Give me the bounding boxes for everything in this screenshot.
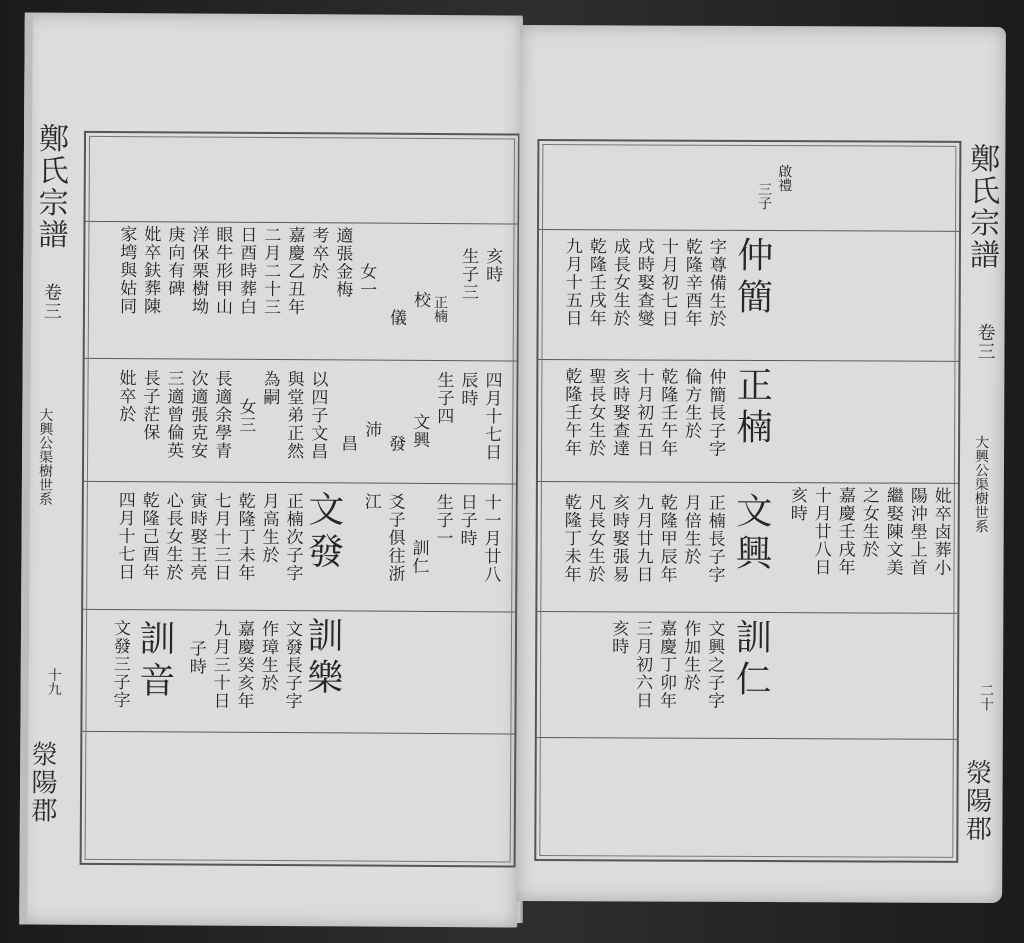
l-b1-col4: 校 <box>409 290 431 309</box>
l-b1-col16: 家塆與姑同 <box>115 225 137 316</box>
right-page <box>516 25 1006 903</box>
l-b1-col11: 日酉時葬白 <box>235 225 257 316</box>
r-b3-col1: 仲簡長子字 <box>705 367 726 458</box>
l-b3-name: 文發 <box>302 490 344 575</box>
left-margin-page-no: 十九 <box>45 667 62 696</box>
r-b2-col7: 九月十五日 <box>561 237 582 328</box>
l-b2-col15: 長子茫保 <box>139 369 160 442</box>
l-b4-col5: 子時 <box>185 639 206 676</box>
l-b4-col2: 作璋生於 <box>257 619 279 693</box>
l-b3-col14: 四月十七日 <box>114 491 135 582</box>
left-margin-hall: 滎陽郡 <box>26 740 58 825</box>
r-b4-top3: 繼娶陳文美 <box>882 486 903 577</box>
r-b5-col2: 作加生於 <box>680 619 701 692</box>
left-row-divider-4 <box>83 609 515 613</box>
right-row-divider-2 <box>538 359 958 362</box>
r-b2-col3: 十月初七日 <box>657 237 678 328</box>
left-page-frame <box>80 131 520 868</box>
l-b2-col3: 生子四 <box>433 370 454 426</box>
r-b4-name: 文興 <box>730 491 772 577</box>
l-b3-col5: 爻子俱往浙 <box>384 492 405 583</box>
r-b3-col6: 聖長女生於 <box>585 367 606 458</box>
r-b1-col1: 啟禮 <box>776 164 793 193</box>
l-b3-col2: 日子時 <box>456 493 477 548</box>
l-b3-col3: 生子一 <box>432 492 453 548</box>
l-b3-col4: 訓仁 <box>408 538 429 575</box>
right-margin-page-no: 二十 <box>977 682 995 712</box>
r-b4-col6: 凡長女生於 <box>584 493 605 584</box>
right-row-divider-5 <box>537 737 957 740</box>
r-b4-top5: 嘉慶壬戌年 <box>834 486 855 577</box>
right-row-divider-3 <box>538 481 958 484</box>
l-b3-col11: 寅時娶王亮 <box>186 491 207 582</box>
r-b3-col2: 倫方生於 <box>681 367 702 440</box>
r-b2-name: 仲簡 <box>731 235 773 321</box>
r-b2-col2: 乾隆辛酉年 <box>681 237 702 328</box>
l-b2-col5: 發 <box>385 434 406 453</box>
l-b1-col3: 正楠 <box>431 294 449 324</box>
l-b2-col14: 三適曾倫英 <box>163 369 184 460</box>
l-b4-name1: 訓樂 <box>301 616 344 701</box>
left-row-divider-5 <box>82 731 514 735</box>
right-page-frame <box>534 139 961 863</box>
right-row-divider-1 <box>539 229 959 232</box>
l-b1-col14: 庚向有碑 <box>164 225 185 298</box>
r-b4-top2: 陽沖壆上首 <box>906 486 927 577</box>
l-b1-col9: 嘉慶乙丑年 <box>283 226 305 317</box>
l-b1-col1: 亥時 <box>482 247 503 284</box>
l-b3-col13: 乾隆己酉年 <box>138 491 159 582</box>
r-b3-col3: 乾隆壬午年 <box>657 367 678 458</box>
r-b4-top6: 十月廿八日 <box>810 486 831 577</box>
l-b2-col7: 昌 <box>337 434 358 453</box>
r-b2-col1: 字尊備生於 <box>705 237 726 328</box>
r-b5-col1: 文興之子字 <box>703 619 725 710</box>
l-b4-col4: 九月三十日 <box>209 619 231 710</box>
r-b3-name: 正楠 <box>731 365 773 451</box>
r-b3-col7: 乾隆壬午年 <box>561 367 582 458</box>
l-b3-col1: 十一月廿八 <box>480 493 501 584</box>
left-margin-title: 鄭氏宗譜 <box>32 122 69 251</box>
l-b1-col5: 儀 <box>385 308 406 327</box>
r-b2-col6: 乾隆壬戌年 <box>585 237 606 328</box>
l-b1-col13: 洋保栗樹坳 <box>187 225 209 316</box>
r-b3-col5: 亥時娶查達 <box>609 367 630 458</box>
l-b1-col12: 眼牛形甲山 <box>211 225 233 316</box>
l-b4-name2: 訓音 <box>133 619 176 704</box>
l-b1-col6: 女一 <box>356 262 377 299</box>
r-b3-col4: 十月初五日 <box>633 367 654 458</box>
r-b4-col5: 亥時娶張易 <box>608 493 629 584</box>
l-b1-col8: 考卒於 <box>308 226 329 281</box>
r-b4-col3: 乾隆甲辰年 <box>656 493 677 584</box>
l-b4-col1: 文發長子字 <box>281 620 303 711</box>
l-b1-col2: 生子三 <box>458 247 479 302</box>
l-b1-col10: 二月二十三 <box>259 225 281 317</box>
r-b4-col7: 乾隆丁未年 <box>560 493 581 584</box>
l-b3-col8: 月高生於 <box>258 491 279 565</box>
left-row-divider-3 <box>84 481 516 485</box>
l-b2-col1: 四月十七日 <box>481 371 502 462</box>
l-b3-col10: 七月十三日 <box>210 491 231 582</box>
l-b2-col11: 女三 <box>235 397 256 434</box>
l-b1-col7: 適張金梅 <box>332 226 353 299</box>
right-row-divider-4 <box>537 611 957 614</box>
l-b2-col9: 與堂弟正然 <box>283 370 304 461</box>
l-b3-col9: 乾隆丁未年 <box>234 491 255 582</box>
r-b4-col1: 正楠長子字 <box>704 493 725 584</box>
r-b5-col3: 嘉慶丁卯年 <box>655 619 677 710</box>
l-b3-col6: 江 <box>360 492 381 511</box>
left-row-divider-2 <box>85 358 517 362</box>
r-b4-col2: 月倍生於 <box>680 493 701 566</box>
r-b5-col4: 三月初六日 <box>631 619 653 710</box>
left-margin-volume: 卷三 <box>40 282 63 321</box>
r-b4-top1: 妣卒卤葬小 <box>930 486 951 577</box>
r-b4-top4: 之女生於 <box>858 486 879 559</box>
left-margin-branch: 大興公渠樹世系 <box>36 407 54 506</box>
l-b3-col7: 正楠次子字 <box>282 492 303 583</box>
right-margin-title: 鄭氏宗譜 <box>963 142 1000 272</box>
l-b2-col2: 辰時 <box>457 371 478 408</box>
l-b2-col8: 以四子文昌 <box>307 370 328 461</box>
r-b2-col5: 成長女生於 <box>609 237 630 328</box>
left-page <box>19 12 523 927</box>
l-b3-col12: 心長女生於 <box>162 491 183 582</box>
l-b4-col6: 文發三子字 <box>109 619 131 710</box>
r-b5-name: 訓仁 <box>729 617 772 703</box>
l-b2-col6: 沛 <box>361 420 382 439</box>
l-b2-col4: 文興 <box>409 412 430 449</box>
r-b4-top7: 亥時 <box>786 486 807 523</box>
r-b2-col4: 戌時娶查燮 <box>633 237 654 328</box>
r-b1-col2: 三子 <box>756 181 773 211</box>
r-b4-col4: 九月廿九日 <box>632 493 653 584</box>
right-margin-hall: 滎陽郡 <box>961 758 992 844</box>
right-margin-branch: 大興公渠樹世系 <box>972 434 990 533</box>
l-b4-col3: 嘉慶癸亥年 <box>233 619 255 710</box>
r-b5-col5: 亥時 <box>608 619 629 656</box>
l-b2-col10: 為嗣 <box>259 369 280 407</box>
l-b2-col12: 長適余學青 <box>211 369 232 460</box>
left-row-divider-1 <box>86 221 518 225</box>
l-b2-col16: 妣卒於 <box>115 369 136 424</box>
right-margin-volume: 卷三 <box>974 322 996 362</box>
l-b2-col13: 次適張克安 <box>187 369 208 460</box>
l-b1-col15: 妣卒鈇葬陳 <box>139 225 161 316</box>
